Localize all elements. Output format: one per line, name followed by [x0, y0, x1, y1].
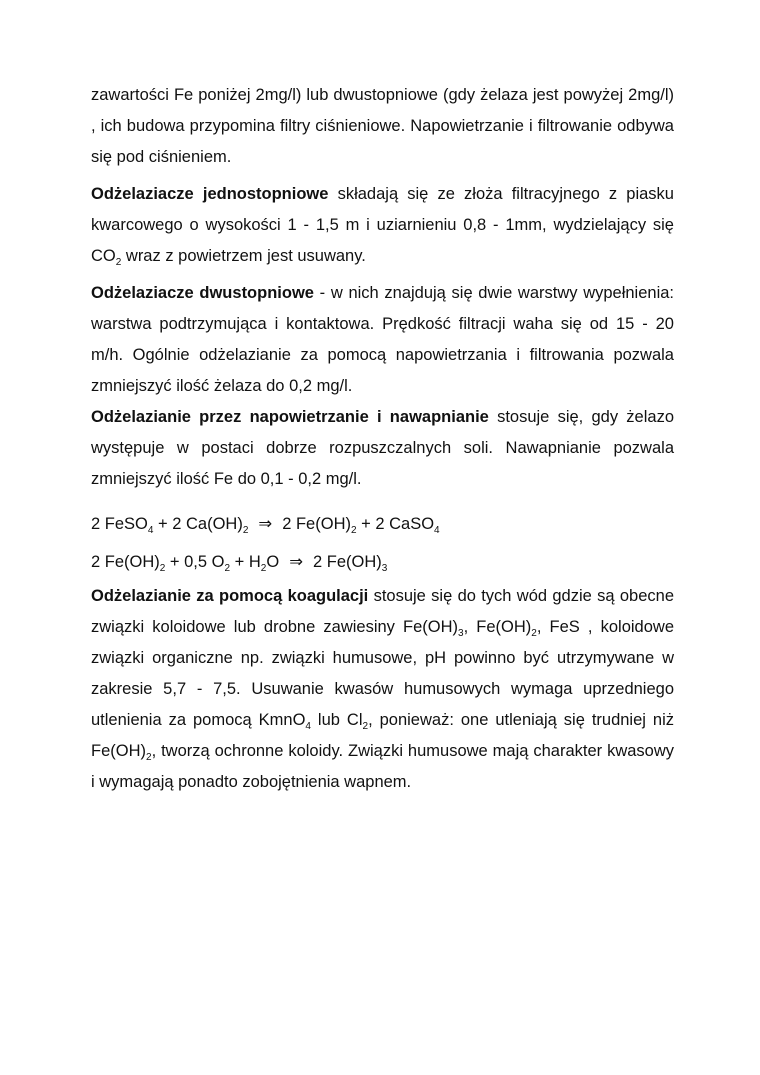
coagulation-text: , FeS , koloidowe związki organiczne np. związki humusowe, pH powinno być utrzymywane w zakresie 5,7 - 7,5. Usuwanie kwasów humusowych wymaga uprzedniego utlenienia za pomocą KmnO: [91, 618, 674, 729]
coagulation-text: , tworzą ochronne koloidy. Związki humusowe mają charakter kwasowy i wymagają ponadto zobojętnienia wapnem.: [91, 742, 674, 791]
eq1-sub: 4: [147, 525, 154, 536]
eq2-sub: 2: [159, 563, 166, 574]
paragraph-aeration-liming: [91, 402, 674, 495]
eq2-sub: 3: [381, 563, 388, 574]
eq2-term: O: [266, 553, 280, 571]
coagulation-sub: 2: [531, 628, 537, 639]
eq2-term: + H: [230, 553, 261, 571]
paragraph-intro: [91, 80, 674, 173]
eq2-term: 2 Fe(OH): [313, 553, 382, 571]
eq1-term: + 2 CaSO: [356, 515, 435, 533]
eq2-sub: 2: [260, 563, 267, 574]
single-stage-text: składają się ze złoża filtracyjnego z piasku kwarcowego o wysokości 1 - 1,5 m i uziarnieniu 0,8 - 1mm, wydzielający się CO: [91, 185, 674, 265]
eq1-sub: 2: [350, 525, 357, 536]
paragraph-single-stage: [91, 179, 674, 272]
intro-line-1: zawartości Fe poniżej 2mg/l) lub dwustopniowe (gdy żelaza jest powyżej: [91, 86, 624, 104]
coagulation-sub: 2: [146, 752, 152, 763]
coagulation-text: , Fe(OH): [463, 618, 532, 636]
co2-subscript: 2: [115, 257, 122, 268]
paragraph-coagulation: [91, 581, 674, 798]
eq1-term: 2 Fe(OH): [282, 515, 351, 533]
coagulation-sub: 4: [305, 721, 311, 732]
coagulation-sub: 3: [458, 628, 464, 639]
eq2-sub: 2: [224, 563, 231, 574]
coagulation-heading: Odżelazianie za pomocą koagulacji: [91, 587, 369, 605]
implies-arrow-icon: ⇒: [289, 553, 304, 571]
single-stage-heading: Odżelaziacze jednostopniowe: [91, 185, 329, 203]
document-body: [91, 0, 674, 798]
aeration-liming-text: stosuje się, gdy żelazo występuje w postaci dobrze rozpuszczalnych soli. Nawapnianie pozwala zmniejszyć ilość Fe do 0,1 - 0,2 mg/l.: [91, 408, 675, 488]
equation-1: [91, 509, 674, 539]
two-stage-heading: Odżelaziacze dwustopniowe: [91, 284, 314, 302]
equation-2: [91, 547, 674, 577]
paragraph-two-stage: [91, 278, 674, 402]
single-stage-text-end: wraz z powietrzem jest usuwany.: [121, 247, 366, 265]
aeration-liming-heading: Odżelazianie przez napowietrzanie i nawapnianie: [91, 408, 489, 426]
eq1-term: + 2 Ca(OH): [153, 515, 243, 533]
intro-line-2: 2mg/l) , ich budowa przypomina filtry ciśnieniowe. Napowietrzanie i: [91, 86, 674, 135]
eq1-term: 2 FeSO: [91, 515, 148, 533]
eq2-term: 2 Fe(OH): [91, 553, 160, 571]
eq2-term: + 0,5 O: [165, 553, 225, 571]
coagulation-sub: 2: [362, 721, 369, 732]
eq1-sub: 2: [242, 525, 249, 536]
eq1-sub: 4: [434, 525, 440, 536]
implies-arrow-icon: ⇒: [258, 515, 273, 533]
coagulation-text: , ponieważ: one utleniają się trudniej niż Fe(OH): [91, 711, 674, 760]
two-stage-text: - w nich znajdują się dwie warstwy wypełnienia: warstwa podtrzymująca i kontaktowa. Prędkość filtracji waha się od 15 - 20 m/h. Ogólnie odżelazianie za pomocą napowietrzania i filtrowania pozwala zmniejszyć ilość żelaza do 0,2 mg/l.: [91, 284, 674, 395]
intro-line-3: filtrowanie odbywa się pod ciśnieniem.: [91, 117, 674, 166]
coagulation-text: lub Cl: [310, 711, 363, 729]
coagulation-text: stosuje się do tych wód gdzie są obecne związki koloidowe lub drobne zawiesiny Fe(OH): [91, 587, 674, 636]
